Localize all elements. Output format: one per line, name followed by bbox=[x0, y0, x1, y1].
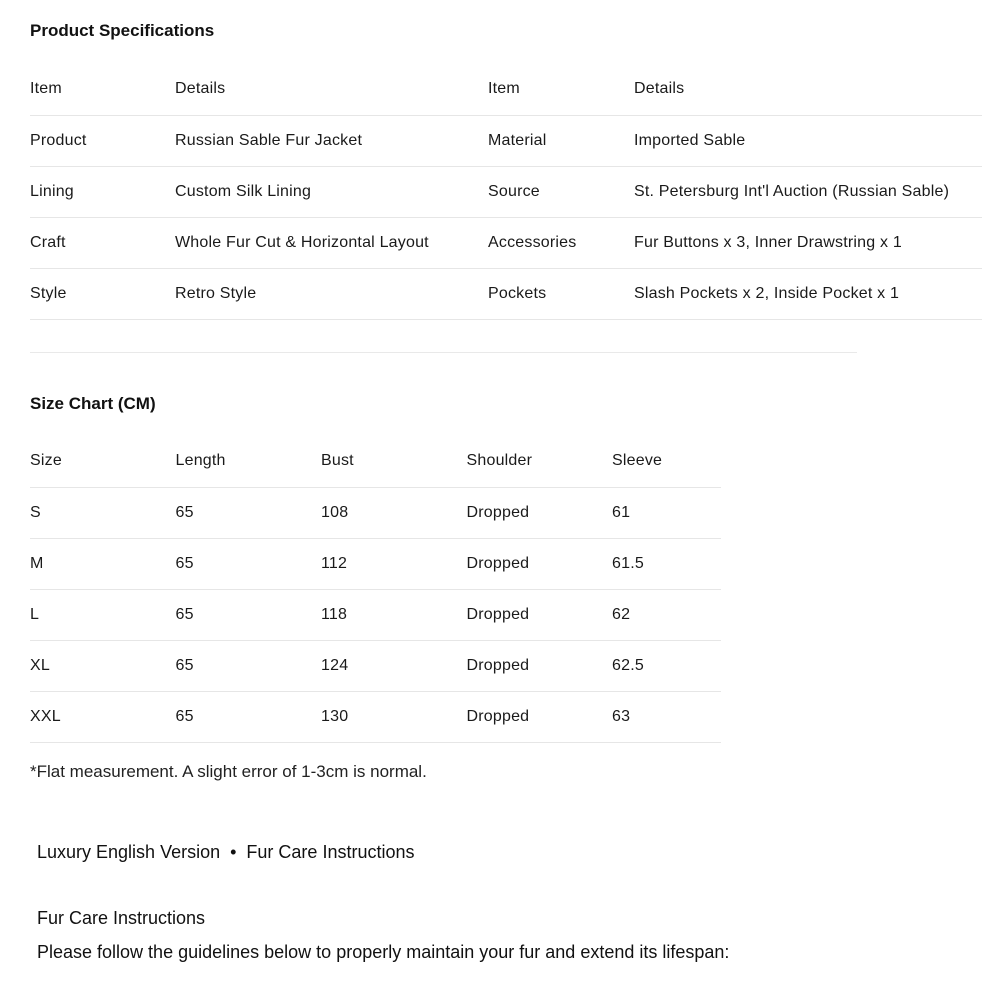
table-row bbox=[30, 488, 721, 539]
bust-cell: 118 bbox=[321, 590, 467, 641]
shoulder-cell: Dropped bbox=[467, 590, 613, 641]
shoulder-cell: Dropped bbox=[467, 488, 613, 539]
column-header-sleeve: Sleeve bbox=[612, 435, 721, 488]
version-heading bbox=[37, 842, 414, 863]
size-chart-header-row bbox=[30, 435, 721, 488]
size-cell: S bbox=[30, 488, 176, 539]
specifications-title: Product Specifications bbox=[30, 21, 215, 40]
spec-value: Imported Sable bbox=[634, 116, 982, 167]
spec-value: St. Petersburg Int'l Auction (Russian Sable) bbox=[634, 167, 982, 218]
column-header-details: Details bbox=[634, 63, 982, 116]
section-divider bbox=[30, 352, 857, 353]
table-row bbox=[30, 590, 721, 641]
size-chart-title: Size Chart (CM) bbox=[30, 394, 156, 413]
table-row bbox=[30, 218, 982, 269]
column-header-shoulder: Shoulder bbox=[467, 435, 613, 488]
bullet-separator: • bbox=[230, 842, 237, 862]
length-cell: 65 bbox=[176, 539, 322, 590]
length-cell: 65 bbox=[176, 590, 322, 641]
bust-cell: 112 bbox=[321, 539, 467, 590]
bust-cell: 130 bbox=[321, 692, 467, 743]
shoulder-cell: Dropped bbox=[467, 641, 613, 692]
spec-label: Craft bbox=[30, 218, 175, 269]
spec-value: Russian Sable Fur Jacket bbox=[175, 116, 488, 167]
shoulder-cell: Dropped bbox=[467, 692, 613, 743]
bust-cell: 108 bbox=[321, 488, 467, 539]
table-row bbox=[30, 641, 721, 692]
size-cell: L bbox=[30, 590, 176, 641]
care-instructions-title: Fur Care Instructions bbox=[37, 908, 206, 928]
specifications-header-row bbox=[30, 63, 982, 116]
column-header-size: Size bbox=[30, 435, 176, 488]
spec-value: Retro Style bbox=[175, 269, 488, 320]
table-row bbox=[30, 116, 982, 167]
column-header-length: Length bbox=[176, 435, 322, 488]
spec-label: Material bbox=[488, 116, 634, 167]
specifications-table bbox=[30, 63, 982, 320]
size-cell: XL bbox=[30, 641, 176, 692]
spec-value: Whole Fur Cut & Horizontal Layout bbox=[175, 218, 488, 269]
spec-value: Custom Silk Lining bbox=[175, 167, 488, 218]
bust-cell: 124 bbox=[321, 641, 467, 692]
size-chart-table bbox=[30, 435, 721, 743]
table-row bbox=[30, 539, 721, 590]
sleeve-cell: 61.5 bbox=[612, 539, 721, 590]
spec-label: Accessories bbox=[488, 218, 634, 269]
column-header-details: Details bbox=[175, 63, 488, 116]
sleeve-cell: 63 bbox=[612, 692, 721, 743]
care-label: Fur Care Instructions bbox=[246, 842, 415, 862]
length-cell: 65 bbox=[176, 641, 322, 692]
length-cell: 65 bbox=[176, 488, 322, 539]
table-row bbox=[30, 167, 982, 218]
column-header-bust: Bust bbox=[321, 435, 467, 488]
spec-label: Pockets bbox=[488, 269, 634, 320]
spec-label: Source bbox=[488, 167, 634, 218]
sleeve-cell: 62 bbox=[612, 590, 721, 641]
column-header-item: Item bbox=[30, 63, 175, 116]
shoulder-cell: Dropped bbox=[467, 539, 613, 590]
spec-value: Fur Buttons x 3, Inner Drawstring x 1 bbox=[634, 218, 982, 269]
sleeve-cell: 61 bbox=[612, 488, 721, 539]
spec-label: Lining bbox=[30, 167, 175, 218]
version-label: Luxury English Version bbox=[37, 842, 221, 862]
spec-label: Product bbox=[30, 116, 175, 167]
sleeve-cell: 62.5 bbox=[612, 641, 721, 692]
measurement-note: *Flat measurement. A slight error of 1-3cm is normal. bbox=[30, 762, 427, 781]
care-instructions-intro: Please follow the guidelines below to properly maintain your fur and extend its lifespan: bbox=[37, 942, 730, 962]
spec-value: Slash Pockets x 2, Inside Pocket x 1 bbox=[634, 269, 982, 320]
size-cell: XXL bbox=[30, 692, 176, 743]
size-cell: M bbox=[30, 539, 176, 590]
table-row bbox=[30, 269, 982, 320]
length-cell: 65 bbox=[176, 692, 322, 743]
spec-label: Style bbox=[30, 269, 175, 320]
table-row bbox=[30, 692, 721, 743]
column-header-item: Item bbox=[488, 63, 634, 116]
